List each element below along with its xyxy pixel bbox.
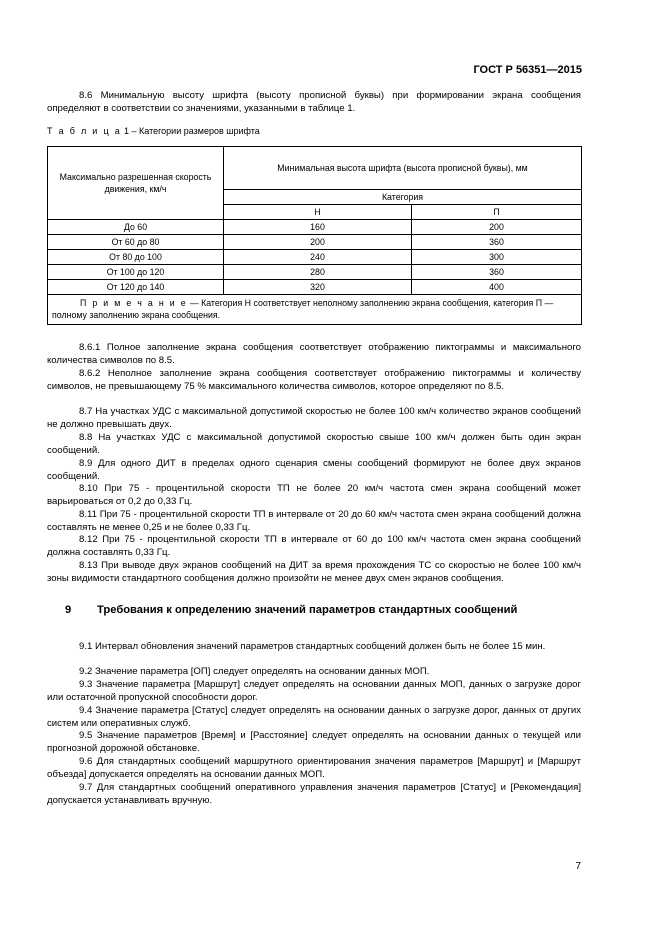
category-header: Категория	[224, 190, 582, 205]
font-size-table	[47, 146, 582, 325]
cell-speed: От 120 до 140	[48, 280, 224, 295]
cell-h: 200	[224, 235, 412, 250]
paragraph-8-12: 8.12 При 75 - процентильной скорости ТП в интервале от 60 до 100 км/ч частота смен экрана сообщений должна составлять 0,33 Гц.	[47, 534, 581, 559]
table-row	[48, 265, 582, 280]
cell-p: 360	[412, 235, 582, 250]
page-number: 7	[575, 861, 581, 872]
paragraph-9-7: 9.7 Для стандартных сообщений оперативного управления значения параметров [Статус] и [Рекомендация] допускается устанавливать вручную.	[47, 782, 581, 807]
paragraph-9-4: 9.4 Значение параметра [Статус] следует определять на основании данных о загрузке дорог, данных от других систем или оперативных служб.	[47, 705, 581, 730]
table-row	[48, 280, 582, 295]
paragraph-9-3: 9.3 Значение параметра [Маршрут] следует определять на основании данных МОП, данных о загрузке дорог или остаточной пропускной способности дорог.	[47, 679, 581, 704]
section-9-heading	[47, 603, 582, 618]
paragraph-8-6: 8.6 Минимальную высоту шрифта (высоту прописной буквы) при формировании экрана сообщения определяют в соответствии со значениями, указанными в таблице 1.	[47, 90, 581, 115]
paragraph-8-6-1: 8.6.1 Полное заполнение экрана сообщения соответствует отображению пиктограммы и максимального количества символов по 8.5.	[47, 342, 581, 367]
cell-speed: До 60	[48, 220, 224, 235]
table-row	[48, 250, 582, 265]
category-h: Н	[224, 205, 412, 220]
paragraph-8-11: 8.11 При 75 - процентильной скорости ТП в интервале от 20 до 60 км/ч частота смен экрана сообщений должна составлять не менее 0,25 и не более 0,33 Гц.	[47, 509, 581, 534]
section-9-title: Требования к определению значений параметров стандартных сообщений	[97, 604, 518, 616]
table-caption-text: 1 – Категории размеров шрифта	[121, 126, 260, 136]
table-caption-label: Т а б л и ц а	[47, 126, 122, 136]
table-caption	[47, 126, 260, 136]
cell-speed: От 60 до 80	[48, 235, 224, 250]
cell-p: 200	[412, 220, 582, 235]
table-row	[48, 220, 582, 235]
cell-h: 280	[224, 265, 412, 280]
table-note-text: — Категория Н соответствует неполному заполнению экрана сообщения, категория П — полному заполнению экрана сообщения.	[52, 298, 554, 320]
document-code: ГОСТ Р 56351—2015	[473, 64, 582, 76]
category-p: П	[412, 205, 582, 220]
cell-speed: От 80 до 100	[48, 250, 224, 265]
cell-p: 300	[412, 250, 582, 265]
section-9-number: 9	[65, 604, 72, 616]
cell-h: 160	[224, 220, 412, 235]
paragraph-9-1: 9.1 Интервал обновления значений параметров стандартных сообщений должен быть не более 15 мин.	[79, 641, 546, 652]
paragraph-9-5: 9.5 Значение параметров [Время] и [Расстояние] следует определять на основании данных о текущей или прогнозной дорожной обстановке.	[47, 730, 581, 755]
paragraph-8-9: 8.9 Для одного ДИТ в пределах одного сценария смены сообщений формируют не более двух экранов сообщений.	[47, 458, 581, 483]
paragraph-8-13: 8.13 При выводе двух экранов сообщений на ДИТ за время прохождения ТС со скоростью не более 100 км/ч зоны видимости стандартного сообщения должно произойти не менее двух смен экранов сообщения.	[47, 560, 581, 585]
cell-h: 240	[224, 250, 412, 265]
col-header-min-height: Минимальная высота шрифта (высота прописной буквы), мм	[224, 147, 582, 190]
cell-h: 320	[224, 280, 412, 295]
cell-p: 360	[412, 265, 582, 280]
col-header-speed: Максимально разрешенная скорость движения, км/ч	[48, 147, 224, 220]
cell-p: 400	[412, 280, 582, 295]
table-note-label: П р и м е ч а н и е	[80, 298, 188, 308]
cell-speed: От 100 до 120	[48, 265, 224, 280]
table-row	[48, 235, 582, 250]
table-note	[48, 295, 582, 325]
paragraph-8-6-2: 8.6.2 Неполное заполнение экрана сообщения соответствует отображению пиктограммы и количеству символов, не превышающему 75 % максимального количества символов, которое определяют по 8.5.	[47, 368, 581, 393]
paragraph-9-6: 9.6 Для стандартных сообщений маршрутного ориентирования значения параметров [Маршрут] и [Маршрут объезда] допускается определять на основании данных МОП.	[47, 756, 581, 781]
paragraph-8-8: 8.8 На участках УДС с максимальной допустимой скоростью свыше 100 км/ч должен быть один экран сообщений.	[47, 432, 581, 457]
paragraph-8-10: 8.10 При 75 - процентильной скорости ТП не более 20 км/ч частота смен экрана сообщений может варьироваться от 0,2 до 0,33 Гц.	[47, 483, 581, 508]
paragraph-8-7: 8.7 На участках УДС с максимальной допустимой скоростью не более 100 км/ч количество экранов сообщений не должно превышать двух.	[47, 406, 581, 431]
paragraph-9-2: 9.2 Значение параметра [ОП] следует определять на основании данных МОП.	[79, 666, 430, 677]
